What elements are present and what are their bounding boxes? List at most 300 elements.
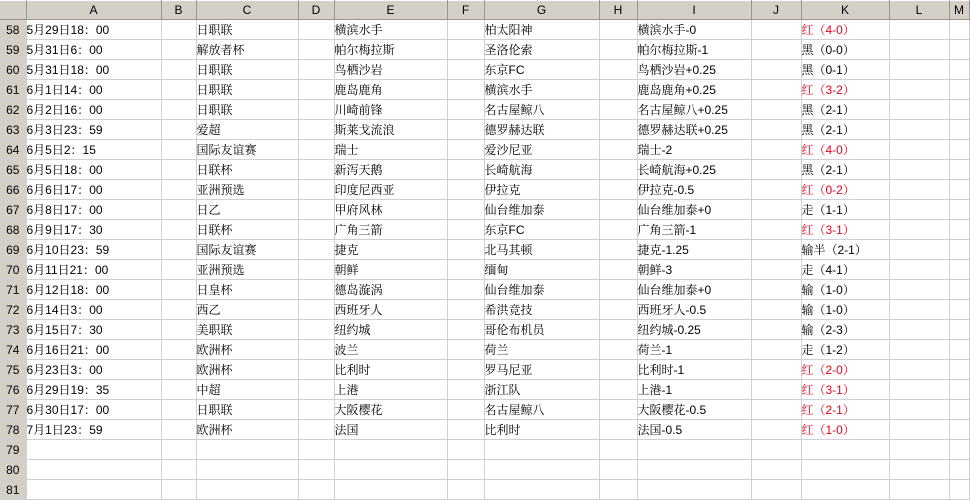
table-row[interactable] [0,60,969,80]
cell-j[interactable] [751,300,801,320]
cell-a[interactable]: 5月31日6：00 [26,40,161,60]
cell-f[interactable] [447,420,484,440]
cell-d[interactable] [298,200,334,220]
row-header[interactable]: 64 [0,140,26,160]
cell-d[interactable] [298,440,334,460]
cell-g[interactable]: 希洪竞技 [484,300,599,320]
cell-c[interactable]: 日皇杯 [196,280,298,300]
row-header[interactable]: 75 [0,360,26,380]
cell-l[interactable] [889,40,949,60]
cell-a[interactable] [26,460,161,480]
cell-f[interactable] [447,40,484,60]
cell-g[interactable]: 名古屋鲸八 [484,100,599,120]
cell-a[interactable]: 6月3日23：59 [26,120,161,140]
cell-f[interactable] [447,220,484,240]
column-header-i[interactable]: I [637,1,751,20]
table-row[interactable] [0,200,969,220]
cell-a[interactable]: 6月9日17：30 [26,220,161,240]
row-header[interactable]: 70 [0,260,26,280]
cell-g[interactable]: 浙江队 [484,380,599,400]
cell-h[interactable] [599,400,637,420]
cell-d[interactable] [298,60,334,80]
cell-c[interactable]: 国际友谊赛 [196,240,298,260]
cell-f[interactable] [447,480,484,500]
cell-h[interactable] [599,40,637,60]
cell-l[interactable] [889,140,949,160]
cell-l[interactable] [889,80,949,100]
cell-d[interactable] [298,100,334,120]
cell-b[interactable] [161,260,196,280]
cell-d[interactable] [298,400,334,420]
cell-d[interactable] [298,420,334,440]
column-header-d[interactable]: D [298,1,334,20]
cell-b[interactable] [161,460,196,480]
cell-j[interactable] [751,420,801,440]
row-header[interactable]: 79 [0,440,26,460]
cell-d[interactable] [298,160,334,180]
cell-m[interactable] [949,180,969,200]
cell-i[interactable]: 仙台维加泰+0 [637,280,751,300]
cell-k[interactable]: 红（1-0） [801,420,889,440]
cell-a[interactable]: 6月10日23：59 [26,240,161,260]
cell-m[interactable] [949,380,969,400]
cell-e[interactable]: 比利时 [334,360,447,380]
row-header[interactable]: 71 [0,280,26,300]
row-header[interactable]: 81 [0,480,26,500]
cell-l[interactable] [889,180,949,200]
cell-c[interactable]: 爱超 [196,120,298,140]
cell-c[interactable]: 中超 [196,380,298,400]
cell-c[interactable]: 解放者杯 [196,40,298,60]
cell-a[interactable]: 6月1日14：00 [26,80,161,100]
cell-c[interactable]: 欧洲杯 [196,360,298,380]
column-header-j[interactable]: J [751,1,801,20]
cell-e[interactable]: 瑞士 [334,140,447,160]
cell-b[interactable] [161,220,196,240]
cell-l[interactable] [889,280,949,300]
cell-i[interactable]: 荷兰-1 [637,340,751,360]
row-header[interactable]: 65 [0,160,26,180]
cell-i[interactable]: 朝鲜-3 [637,260,751,280]
cell-m[interactable] [949,280,969,300]
cell-k[interactable] [801,440,889,460]
cell-l[interactable] [889,480,949,500]
cell-i[interactable] [637,480,751,500]
cell-i[interactable]: 伊拉克-0.5 [637,180,751,200]
table-row[interactable] [0,300,969,320]
column-header-b[interactable]: B [161,1,196,20]
cell-l[interactable] [889,460,949,480]
cell-d[interactable] [298,280,334,300]
cell-d[interactable] [298,220,334,240]
table-row[interactable] [0,380,969,400]
table-row[interactable] [0,320,969,340]
cell-f[interactable] [447,380,484,400]
cell-i[interactable]: 广角三箭-1 [637,220,751,240]
cell-l[interactable] [889,420,949,440]
cell-b[interactable] [161,140,196,160]
cell-b[interactable] [161,40,196,60]
table-row[interactable] [0,40,969,60]
cell-j[interactable] [751,340,801,360]
cell-i[interactable]: 鸟栖沙岩+0.25 [637,60,751,80]
cell-b[interactable] [161,420,196,440]
cell-m[interactable] [949,360,969,380]
cell-g[interactable]: 德罗赫达联 [484,120,599,140]
cell-f[interactable] [447,140,484,160]
cell-b[interactable] [161,360,196,380]
cell-g[interactable]: 哥伦布机员 [484,320,599,340]
cell-l[interactable] [889,300,949,320]
cell-m[interactable] [949,260,969,280]
cell-d[interactable] [298,240,334,260]
cell-b[interactable] [161,100,196,120]
cell-m[interactable] [949,20,969,40]
column-header-a[interactable]: A [26,1,161,20]
cell-h[interactable] [599,460,637,480]
cell-a[interactable]: 6月6日17：00 [26,180,161,200]
cell-i[interactable]: 鹿岛鹿角+0.25 [637,80,751,100]
cell-f[interactable] [447,260,484,280]
cell-c[interactable]: 西乙 [196,300,298,320]
cell-b[interactable] [161,240,196,260]
column-header-g[interactable]: G [484,1,599,20]
table-row[interactable] [0,440,969,460]
cell-g[interactable]: 比利时 [484,420,599,440]
cell-k[interactable]: 走（4-1） [801,260,889,280]
cell-d[interactable] [298,120,334,140]
cell-c[interactable]: 日职联 [196,60,298,80]
cell-h[interactable] [599,100,637,120]
cell-a[interactable]: 5月29日18：00 [26,20,161,40]
cell-i[interactable]: 瑞士-2 [637,140,751,160]
column-header-k[interactable]: K [801,1,889,20]
cell-a[interactable]: 6月16日21：00 [26,340,161,360]
cell-k[interactable]: 输（2-3） [801,320,889,340]
cell-i[interactable]: 德罗赫达联+0.25 [637,120,751,140]
cell-l[interactable] [889,100,949,120]
cell-c[interactable]: 日职联 [196,20,298,40]
table-row[interactable] [0,80,969,100]
cell-a[interactable]: 6月15日7：30 [26,320,161,340]
cell-e[interactable]: 鸟栖沙岩 [334,60,447,80]
cell-j[interactable] [751,400,801,420]
cell-g[interactable]: 缅甸 [484,260,599,280]
row-header[interactable]: 58 [0,20,26,40]
cell-g[interactable] [484,440,599,460]
row-header[interactable]: 74 [0,340,26,360]
cell-d[interactable] [298,380,334,400]
row-header[interactable]: 77 [0,400,26,420]
cell-e[interactable]: 新泻天鹅 [334,160,447,180]
cell-e[interactable]: 德岛漩涡 [334,280,447,300]
cell-h[interactable] [599,140,637,160]
cell-k[interactable]: 输（1-0） [801,280,889,300]
cell-h[interactable] [599,300,637,320]
row-header[interactable]: 69 [0,240,26,260]
cell-d[interactable] [298,20,334,40]
cell-b[interactable] [161,300,196,320]
cell-l[interactable] [889,340,949,360]
cell-f[interactable] [447,60,484,80]
cell-i[interactable]: 名古屋鲸八+0.25 [637,100,751,120]
cell-f[interactable] [447,200,484,220]
row-header[interactable]: 66 [0,180,26,200]
cell-c[interactable]: 日乙 [196,200,298,220]
row-header[interactable]: 78 [0,420,26,440]
cell-l[interactable] [889,20,949,40]
cell-f[interactable] [447,80,484,100]
cell-d[interactable] [298,140,334,160]
cell-m[interactable] [949,300,969,320]
cell-h[interactable] [599,340,637,360]
cell-f[interactable] [447,240,484,260]
cell-e[interactable] [334,460,447,480]
table-row[interactable] [0,240,969,260]
cell-l[interactable] [889,380,949,400]
cell-c[interactable]: 日职联 [196,400,298,420]
cell-k[interactable]: 黑（2-1） [801,120,889,140]
cell-a[interactable]: 6月5日2：15 [26,140,161,160]
cell-k[interactable]: 输（1-0） [801,300,889,320]
table-row[interactable] [0,180,969,200]
cell-j[interactable] [751,360,801,380]
cell-k[interactable]: 输半（2-1） [801,240,889,260]
cell-c[interactable]: 欧洲杯 [196,420,298,440]
cell-m[interactable] [949,420,969,440]
cell-i[interactable]: 西班牙人-0.5 [637,300,751,320]
cell-h[interactable] [599,280,637,300]
cell-g[interactable]: 荷兰 [484,340,599,360]
cell-b[interactable] [161,400,196,420]
cell-c[interactable]: 国际友谊赛 [196,140,298,160]
cell-h[interactable] [599,240,637,260]
corner-select-all[interactable] [0,1,26,20]
cell-b[interactable] [161,20,196,40]
cell-j[interactable] [751,280,801,300]
cell-h[interactable] [599,20,637,40]
cell-a[interactable]: 7月1日23：59 [26,420,161,440]
cell-k[interactable]: 黑（0-1） [801,60,889,80]
cell-f[interactable] [447,360,484,380]
cell-k[interactable]: 红（4-0） [801,20,889,40]
cell-e[interactable]: 纽约城 [334,320,447,340]
cell-b[interactable] [161,120,196,140]
cell-m[interactable] [949,40,969,60]
row-header[interactable]: 59 [0,40,26,60]
cell-k[interactable]: 走（1-2） [801,340,889,360]
cell-m[interactable] [949,320,969,340]
column-header-f[interactable]: F [447,1,484,20]
cell-b[interactable] [161,320,196,340]
cell-d[interactable] [298,480,334,500]
cell-l[interactable] [889,160,949,180]
cell-e[interactable] [334,440,447,460]
cell-e[interactable]: 波兰 [334,340,447,360]
cell-e[interactable]: 川崎前锋 [334,100,447,120]
cell-b[interactable] [161,60,196,80]
cell-l[interactable] [889,60,949,80]
cell-d[interactable] [298,260,334,280]
cell-a[interactable]: 6月30日17：00 [26,400,161,420]
cell-k[interactable] [801,480,889,500]
cell-l[interactable] [889,220,949,240]
cell-f[interactable] [447,300,484,320]
cell-l[interactable] [889,440,949,460]
cell-j[interactable] [751,140,801,160]
cell-d[interactable] [298,80,334,100]
cell-j[interactable] [751,260,801,280]
cell-h[interactable] [599,180,637,200]
cell-g[interactable]: 爱沙尼亚 [484,140,599,160]
cell-j[interactable] [751,120,801,140]
cell-j[interactable] [751,200,801,220]
column-header-l[interactable]: L [889,1,949,20]
cell-e[interactable]: 上港 [334,380,447,400]
cell-g[interactable]: 仙台维加泰 [484,200,599,220]
cell-f[interactable] [447,20,484,40]
cell-d[interactable] [298,180,334,200]
cell-c[interactable]: 日联杯 [196,160,298,180]
cell-k[interactable]: 红（3-1） [801,220,889,240]
table-row[interactable] [0,400,969,420]
cell-k[interactable]: 红（3-1） [801,380,889,400]
cell-a[interactable]: 6月14日3：00 [26,300,161,320]
cell-d[interactable] [298,460,334,480]
cell-k[interactable]: 红（4-0） [801,140,889,160]
table-row[interactable] [0,280,969,300]
cell-i[interactable]: 法国-0.5 [637,420,751,440]
cell-i[interactable]: 比利时-1 [637,360,751,380]
column-header-m[interactable]: M [949,1,969,20]
cell-g[interactable] [484,460,599,480]
cell-l[interactable] [889,320,949,340]
cell-h[interactable] [599,120,637,140]
cell-a[interactable]: 6月11日21：00 [26,260,161,280]
cell-m[interactable] [949,80,969,100]
cell-c[interactable]: 日职联 [196,80,298,100]
row-header[interactable]: 76 [0,380,26,400]
cell-l[interactable] [889,240,949,260]
cell-k[interactable] [801,460,889,480]
table-row[interactable] [0,140,969,160]
cell-f[interactable] [447,320,484,340]
cell-a[interactable] [26,480,161,500]
cell-f[interactable] [447,120,484,140]
cell-b[interactable] [161,340,196,360]
cell-d[interactable] [298,320,334,340]
cell-i[interactable]: 捷克-1.25 [637,240,751,260]
cell-d[interactable] [298,300,334,320]
table-row[interactable] [0,220,969,240]
cell-a[interactable]: 6月5日18：00 [26,160,161,180]
cell-h[interactable] [599,60,637,80]
cell-m[interactable] [949,440,969,460]
cell-j[interactable] [751,380,801,400]
cell-g[interactable]: 伊拉克 [484,180,599,200]
cell-e[interactable]: 甲府风林 [334,200,447,220]
cell-g[interactable]: 东京FC [484,220,599,240]
cell-m[interactable] [949,200,969,220]
cell-d[interactable] [298,40,334,60]
cell-j[interactable] [751,440,801,460]
cell-j[interactable] [751,180,801,200]
cell-g[interactable]: 东京FC [484,60,599,80]
cell-j[interactable] [751,320,801,340]
cell-a[interactable] [26,440,161,460]
cell-b[interactable] [161,440,196,460]
cell-k[interactable]: 红（2-1） [801,400,889,420]
row-header[interactable]: 68 [0,220,26,240]
cell-j[interactable] [751,100,801,120]
cell-c[interactable] [196,440,298,460]
cell-e[interactable]: 横滨水手 [334,20,447,40]
cell-i[interactable]: 大阪樱花-0.5 [637,400,751,420]
row-header[interactable]: 72 [0,300,26,320]
cell-b[interactable] [161,480,196,500]
cell-k[interactable]: 红（0-2） [801,180,889,200]
cell-h[interactable] [599,420,637,440]
cell-g[interactable]: 仙台维加泰 [484,280,599,300]
cell-i[interactable] [637,460,751,480]
cell-j[interactable] [751,160,801,180]
cell-j[interactable] [751,460,801,480]
cell-k[interactable]: 黑（2-1） [801,100,889,120]
cell-j[interactable] [751,20,801,40]
cell-c[interactable]: 美职联 [196,320,298,340]
cell-g[interactable]: 柏太阳神 [484,20,599,40]
row-header[interactable]: 62 [0,100,26,120]
cell-m[interactable] [949,400,969,420]
cell-d[interactable] [298,340,334,360]
table-row[interactable] [0,120,969,140]
table-row[interactable] [0,340,969,360]
cell-g[interactable]: 圣洛伦索 [484,40,599,60]
cell-d[interactable] [298,360,334,380]
cell-k[interactable]: 黑（0-0） [801,40,889,60]
cell-f[interactable] [447,100,484,120]
cell-c[interactable]: 亚洲预选 [196,180,298,200]
cell-m[interactable] [949,60,969,80]
cell-e[interactable]: 西班牙人 [334,300,447,320]
cell-l[interactable] [889,260,949,280]
cell-m[interactable] [949,160,969,180]
row-header[interactable]: 61 [0,80,26,100]
row-header[interactable]: 60 [0,60,26,80]
cell-h[interactable] [599,220,637,240]
cell-k[interactable]: 黑（2-1） [801,160,889,180]
cell-m[interactable] [949,140,969,160]
cell-i[interactable]: 帕尔梅拉斯-1 [637,40,751,60]
cell-e[interactable]: 朝鲜 [334,260,447,280]
cell-h[interactable] [599,320,637,340]
cell-g[interactable]: 名古屋鲸八 [484,400,599,420]
table-row[interactable] [0,480,969,500]
cell-h[interactable] [599,380,637,400]
cell-h[interactable] [599,440,637,460]
cell-j[interactable] [751,220,801,240]
cell-b[interactable] [161,80,196,100]
cell-c[interactable]: 日联杯 [196,220,298,240]
cell-j[interactable] [751,80,801,100]
cell-c[interactable]: 日职联 [196,100,298,120]
table-row[interactable] [0,260,969,280]
cell-m[interactable] [949,240,969,260]
cell-j[interactable] [751,240,801,260]
cell-f[interactable] [447,280,484,300]
cell-c[interactable] [196,460,298,480]
cell-f[interactable] [447,460,484,480]
